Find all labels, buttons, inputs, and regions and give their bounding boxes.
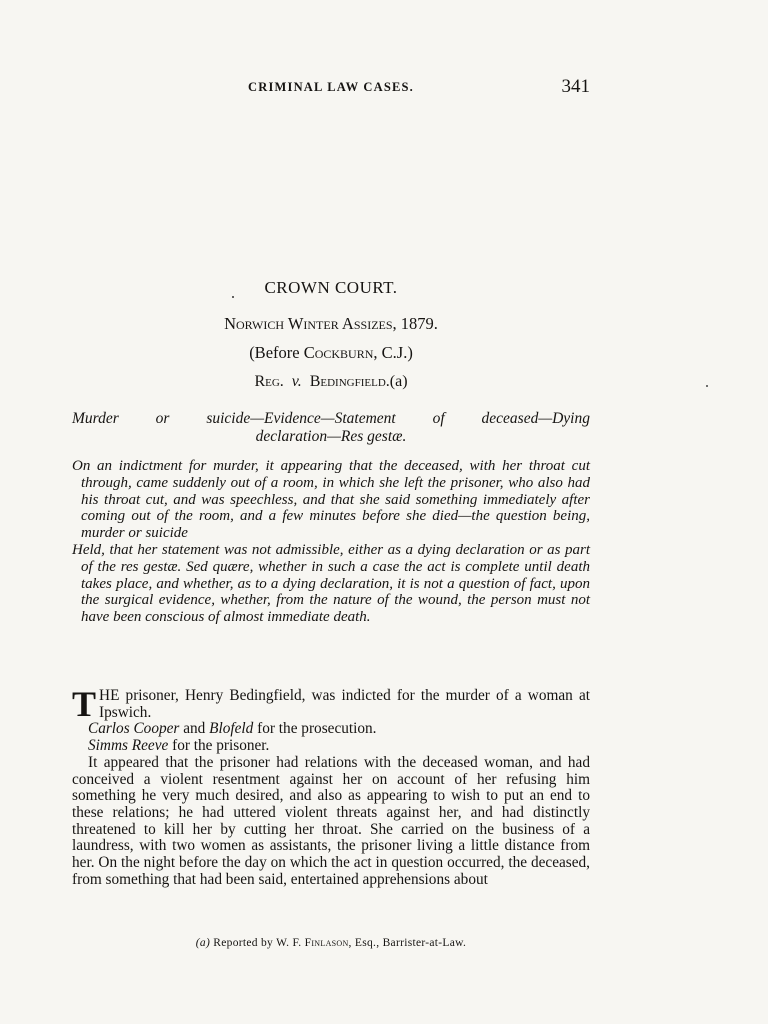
case-party: Bedingfield. xyxy=(309,373,390,390)
counsel-join: and xyxy=(179,720,210,738)
headnote-facts: On an indictment for murder, it appearing that the deceased, with her throat cut through, came suddenly out of a room, in which she left the prisoner, who also had his throat cut, and was speechless, and that she said something immediately after coming out of the room, and a few minutes before she died—the question being, murder or suicide xyxy=(72,458,590,542)
print-speck xyxy=(706,385,708,387)
opening-paragraph xyxy=(72,684,590,724)
case-footnote-ref: (a) xyxy=(389,373,408,390)
counsel-role: for the prosecution. xyxy=(253,720,377,738)
page-number: 341 xyxy=(561,76,590,97)
court-title: CROWN COURT. xyxy=(264,278,398,297)
footnote-prefix: Reported by W. F. xyxy=(210,937,305,949)
footnote xyxy=(72,937,590,949)
narrative-paragraph: It appeared that the prisoner had relations with the deceased woman, and had conceived a violent resentment against her on account of her refusing him something he very much desired, and also as appearing to wish to put an end to these relations; he had uttered violent threats against her, and had distinctly threatened to kill her by cutting her throat. She carried on the business of a laundress, with two women as assistants, the prisoner living a little distance from her. On the night before the day on which the act in question occurred, the deceased, from something that had been said, entertained apprehensions about xyxy=(72,753,590,888)
assizes-line: Norwich Winter Assizes, 1879. xyxy=(224,314,438,333)
footnote-mark: (a) xyxy=(195,937,211,949)
drop-cap: T xyxy=(72,684,97,724)
case-name xyxy=(72,373,590,391)
print-speck xyxy=(232,296,234,298)
prosecution-counsel xyxy=(72,721,590,738)
footnote-suffix: , Esq., Barrister-at-Law. xyxy=(348,937,467,949)
counsel-name: Simms Reeve xyxy=(88,737,169,755)
rubric-line-2: declaration—Res gestæ. xyxy=(255,428,407,445)
judge-suffix: , C.J.) xyxy=(373,343,413,362)
judge-line xyxy=(72,343,590,363)
judge-name: Cockburn xyxy=(303,343,374,362)
counsel-name: Blofeld xyxy=(209,720,254,738)
counsel-role: for the prisoner. xyxy=(168,737,270,755)
rubric-word: Murder xyxy=(72,410,119,427)
running-head: CRIMINAL LAW CASES. xyxy=(247,80,414,94)
headnote-held: Held, that her statement was not admissible, either as a dying declaration or as part of the res gestæ. Sed quære, whether in such a case the act is complete until death takes place, and whether, as to a dying declaration, it is not a question of fact, upon the surgical evidence, whether, from the nature of the wound, the person must not have been conscious of almost immediate death. xyxy=(72,541,590,626)
rubric-word: of xyxy=(432,410,445,427)
opening-text: HE prisoner, Henry Bedingfield, was indicted for the murder of a woman at Ipswich. xyxy=(99,687,590,721)
rubric-word: or xyxy=(155,410,170,427)
case-rubric xyxy=(72,410,590,446)
defence-counsel xyxy=(72,738,590,755)
footnote-name: Finlason xyxy=(304,937,349,949)
report-body xyxy=(72,684,590,888)
rubric-line-1 xyxy=(72,410,590,428)
headnote xyxy=(72,458,590,626)
judge-prefix: (Before xyxy=(249,343,304,362)
page-header xyxy=(72,76,590,102)
case-reg: Reg. xyxy=(254,373,284,390)
rubric-word: suicide—Evidence—Statement xyxy=(206,410,396,427)
counsel-name: Carlos Cooper xyxy=(88,720,180,738)
case-versus: v. xyxy=(291,373,302,390)
rubric-word: deceased—Dying xyxy=(481,410,590,427)
